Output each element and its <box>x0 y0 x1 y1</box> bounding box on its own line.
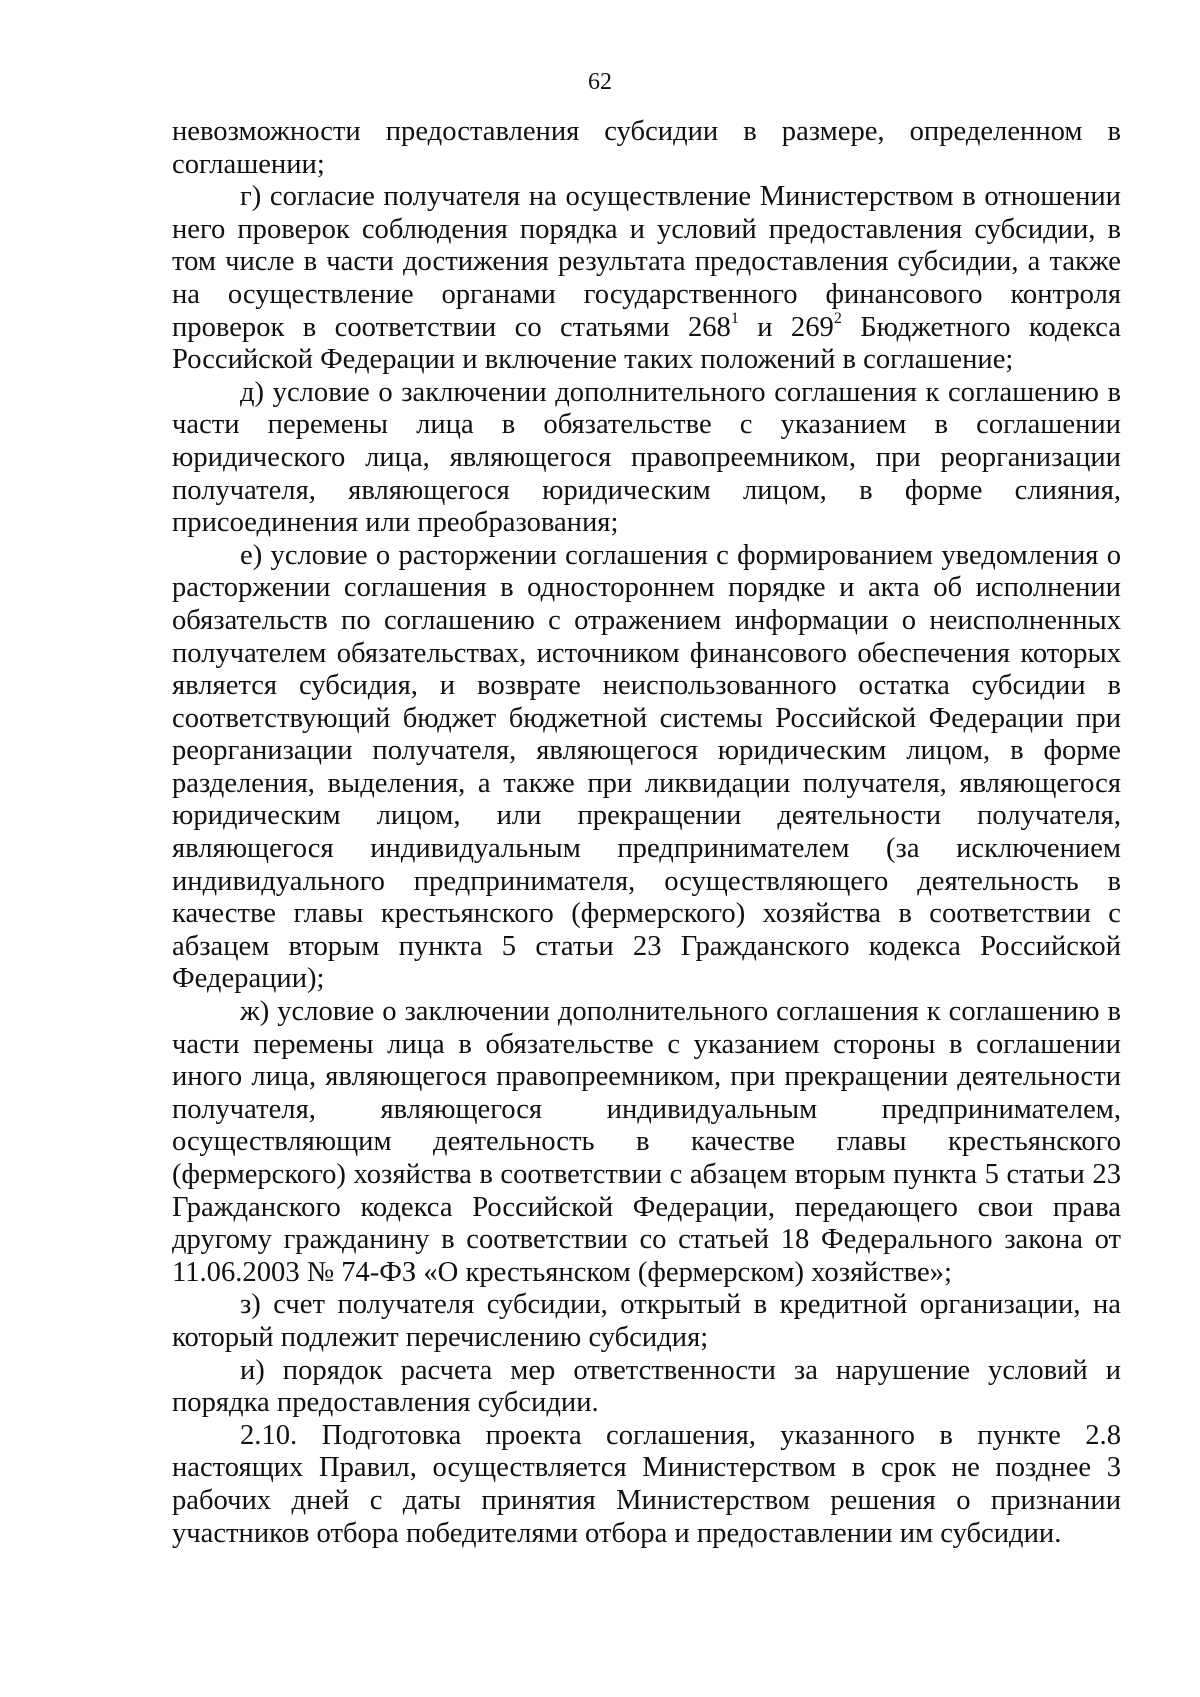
paragraph-g-mid: и 269 <box>738 311 834 343</box>
paragraph-g-end: Бюджетного кодекса Российской Федерации и включение таких положений в соглашение; <box>172 311 1121 376</box>
superscript-1: 1 <box>730 310 739 328</box>
superscript-2: 2 <box>833 310 842 328</box>
paragraph-g-text: г) согласие получателя на осуществление Министерством в отношении него проверок соблюдения порядка и условий предоставления субсидии, в том числе в части достижения результата предоставления субсидии, а также на осуществление органами государственного финансового контроля проверок в соответствии со статьями 268 <box>172 181 1121 343</box>
paragraph-e: е) условие о расторжении соглашения с формированием уведомления о расторжении соглашения в одностороннем порядке и акта об исполнении обязательств по соглашению с отражением информации о неисполненных получателем обязательствах, источником финансового обеспечения которых является субсидия, и возврате неиспользованного остатка субсидии в соответствующий бюджет бюджетной системы Российской Федерации при реорганизации получателя, являющегося юридическим лицом, в форме разделения, выделения, а также при ликвидации получателя, являющегося юридическим лицом, или прекращении деятельности получателя, являющегося индивидуальным предпринимателем (за исключением индивидуального предпринимателя, осуществляющего деятельность в качестве главы крестьянского (фермерского) хозяйства в соответствии с абзацем вторым пункта 5 статьи 23 Гражданского кодекса Российской Федерации); <box>172 539 1121 995</box>
page-number: 62 <box>588 69 612 95</box>
paragraph-2-10: 2.10. Подготовка проекта соглашения, указанного в пункте 2.8 настоящих Правил, осуществляется Министерством в срок не позднее 3 рабочих дней с даты принятия Министерством решения о признании участников отбора победителями отбора и предоставлении им субсидии. <box>172 1419 1121 1549</box>
paragraph-d: д) условие о заключении дополнительного соглашения к соглашению в части перемены лица в обязательстве с указанием в соглашении юридического лица, являющегося правопреемником, при реорганизации получателя, являющегося юридическим лицом, в форме слияния, присоединения или преобразования; <box>172 376 1121 539</box>
paragraph-g <box>172 181 1121 377</box>
paragraph-zh: ж) условие о заключении дополнительного соглашения к соглашению в части перемены лица в обязательстве с указанием стороны в соглашении иного лица, являющегося правопреемником, при прекращении деятельности получателя, являющегося индивидуальным предпринимателем, осуществляющим деятельность в качестве главы крестьянского (фермерского) хозяйства в соответствии с абзацем вторым пункта 5 статьи 23 Гражданского кодекса Российской Федерации, передающего свои права другому гражданину в соответствии со статьей 18 Федерального закона от 11.06.2003 № 74-ФЗ «О крестьянском (фермерском) хозяйстве»; <box>172 996 1121 1288</box>
document-body <box>172 116 1121 1550</box>
paragraph-continuation: невозможности предоставления субсидии в размере, определенном в соглашении; <box>172 116 1121 180</box>
paragraph-i: и) порядок расчета мер ответственности за нарушение условий и порядка предоставления субсидии. <box>172 1354 1121 1419</box>
paragraph-z: з) счет получателя субсидии, открытый в кредитной организации, на который подлежит перечислению субсидия; <box>172 1289 1121 1353</box>
